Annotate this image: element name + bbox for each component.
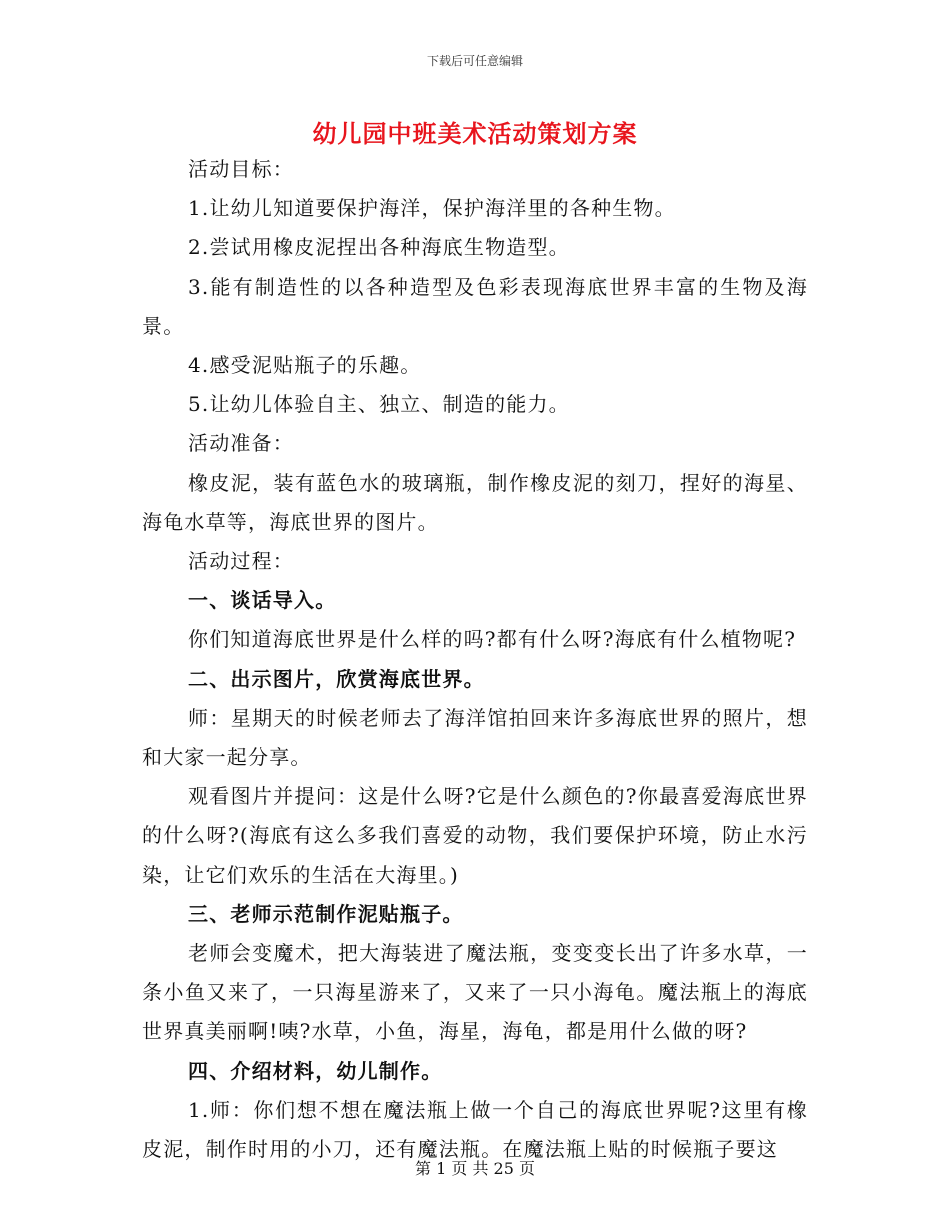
paragraph: 老师会变魔术，把大海装进了魔法瓶，变变变长出了许多水草，一条小鱼又来了，一只海星游来了，又来了一只小海龟。魔法瓶上的海底世界真美丽啊!咦?水草，小鱼，海星，海龟，都是用什么做的呀?: [142, 941, 808, 1044]
paragraph: 活动过程：: [188, 549, 294, 574]
paragraph: 观看图片并提问：这是什么呀?它是什么颜色的?你最喜爱海底世界的什么呀?(海底有这么多我们喜爱的动物，我们要保护环境，防止水污染，让它们欢乐的生活在大海里。): [142, 784, 808, 887]
paragraph: 师：星期天的时候老师去了海洋馆拍回来许多海底世界的照片，想和大家一起分享。: [142, 705, 808, 770]
paragraph: 你们知道海底世界是什么样的吗?都有什么呀?海底有什么植物呢?: [188, 627, 797, 652]
section-heading: 三、老师示范制作泥贴瓶子。: [188, 901, 464, 926]
paragraph: 1.让幼儿知道要保护海洋，保护海洋里的各种生物。: [188, 196, 676, 221]
section-heading: 一、谈话导入。: [188, 588, 337, 613]
page-header-note: 下载后可任意编辑: [426, 54, 523, 68]
paragraph: 2.尝试用橡皮泥捏出各种海底生物造型。: [188, 235, 570, 260]
paragraph: 橡皮泥，装有蓝色水的玻璃瓶，制作橡皮泥的刻刀，捏好的海星、海龟水草等，海底世界的图片。: [142, 470, 808, 534]
section-heading: 四、介绍材料，幼儿制作。: [188, 1058, 443, 1083]
paragraph: 活动准备：: [188, 431, 294, 456]
paragraph: 活动目标：: [188, 157, 294, 181]
document-title: 幼儿园中班美术活动策划方案: [312, 119, 638, 148]
paragraph: 5.让幼儿体验自主、独立、制造的能力。: [188, 392, 570, 417]
paragraph: 4.感受泥贴瓶子的乐趣。: [188, 353, 422, 378]
section-heading: 二、出示图片，欣赏海底世界。: [188, 666, 485, 691]
paragraph: 1.师：你们想不想在魔法瓶上做一个自己的海底世界呢?这里有橡皮泥，制作时用的小刀，还有魔法瓶。在魔法瓶上贴的时候瓶子要这: [142, 1097, 808, 1162]
paragraph: 3.能有制造性的以各种造型及色彩表现海底世界丰富的生物及海景。: [142, 274, 808, 338]
document-body: [142, 150, 808, 1169]
page-number-footer: 第 1 页 共 25 页: [415, 1159, 535, 1178]
